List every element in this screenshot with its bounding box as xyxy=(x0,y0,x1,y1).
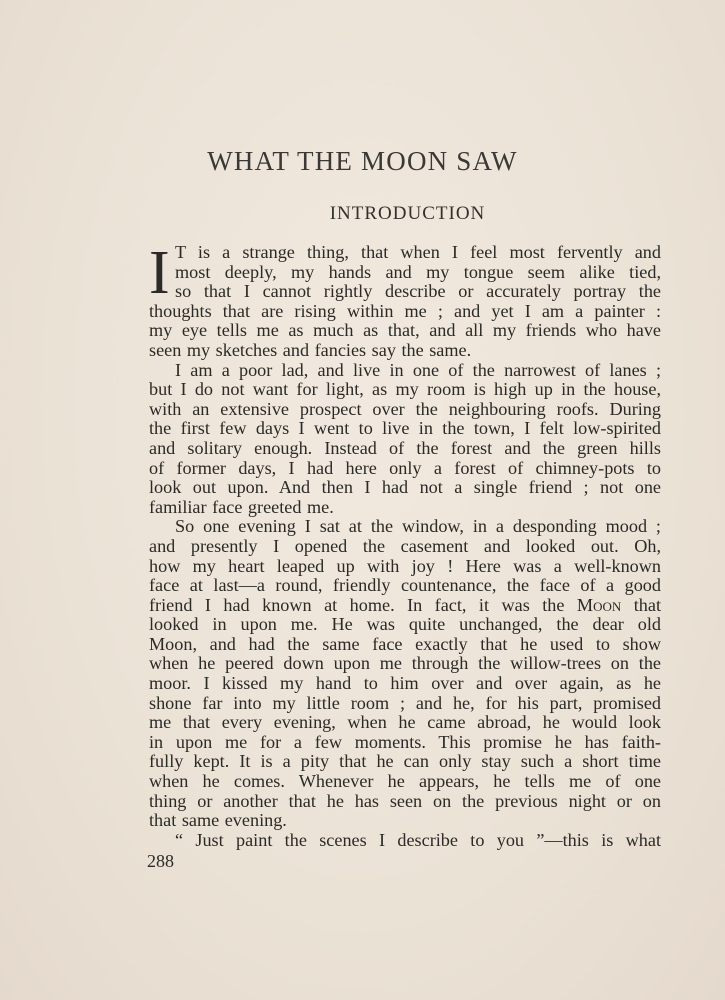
text-line: when he peered down upon me through the willow-trees on the xyxy=(149,653,661,674)
text-line: of former days, I had here only a forest of chimney-pots to xyxy=(149,457,661,478)
text-fragment: that xyxy=(621,594,661,615)
text-line: how my heart leaped up with joy ! Here was a well-known xyxy=(149,555,661,576)
text-line: thing or another that he has seen on the previous night or on xyxy=(149,790,661,811)
moon-smallcaps: Moon xyxy=(576,594,622,615)
section-heading: INTRODUCTION xyxy=(329,203,486,224)
text-line: T is a strange thing, that when I feel most fervently and xyxy=(175,242,661,262)
text-line: face at last—a round, friendly countenance, the face of a good xyxy=(149,575,661,596)
text-line: shone far into my little room ; and he, for his part, promised xyxy=(149,692,661,713)
text-line: moor. I kissed my hand to him over and over again, as he xyxy=(149,673,661,694)
text-line: when he comes. Whenever he appears, he tells me of one xyxy=(149,771,661,792)
text-line: I am a poor lad, and live in one of the narrowest of lanes ; xyxy=(175,359,661,380)
text-line: my eye tells me as much as that, and all my friends who have xyxy=(149,320,661,341)
text-line: looked in upon me. He was quite unchanged, the dear old xyxy=(149,614,661,635)
text-line: and presently I opened the casement and looked out. Oh, xyxy=(149,535,661,556)
text-line: familiar face greeted me. xyxy=(149,496,334,517)
text-line: me that every evening, when he came abroad, he would look xyxy=(149,712,661,733)
text-line: seen my sketches and fancies say the same. xyxy=(149,339,472,360)
text-line: “ Just paint the scenes I describe to you ”—this is what xyxy=(175,829,661,850)
text-line: So one evening I sat at the window, in a desponding mood ; xyxy=(175,516,661,537)
text-line: and solitary enough. Instead of the forest and the green hills xyxy=(149,437,661,458)
text-line: that same evening. xyxy=(149,810,287,831)
page-number: 288 xyxy=(147,851,174,871)
text-line: so that I cannot rightly describe or accurately portray the xyxy=(175,281,661,302)
text-line: with an extensive prospect over the neighbouring roofs. During xyxy=(149,398,661,419)
text-line: fully kept. It is a pity that he can only stay such a short time xyxy=(149,751,661,772)
chapter-title: WHAT THE MOON SAW xyxy=(207,146,518,176)
body-text xyxy=(149,239,661,850)
text-fragment: friend I had known at home. In fact, it was the xyxy=(149,594,565,615)
text-line: Moon, and had the same face exactly that he used to show xyxy=(149,633,661,654)
drop-cap: I xyxy=(149,239,170,307)
text-line: most deeply, my hands and my tongue seem alike tied, xyxy=(175,261,661,282)
text-line: but I do not want for light, as my room is high up in the house, xyxy=(149,379,661,400)
text-line: in upon me for a few moments. This promise he has faith- xyxy=(149,731,661,752)
text-line-moon xyxy=(149,596,661,616)
text-line: look out upon. And then I had not a single friend ; not one xyxy=(149,477,661,498)
text-line: thoughts that are rising within me ; and yet I am a painter : xyxy=(149,300,661,321)
text-line: the first few days I went to live in the town, I felt low-spirited xyxy=(149,418,661,439)
